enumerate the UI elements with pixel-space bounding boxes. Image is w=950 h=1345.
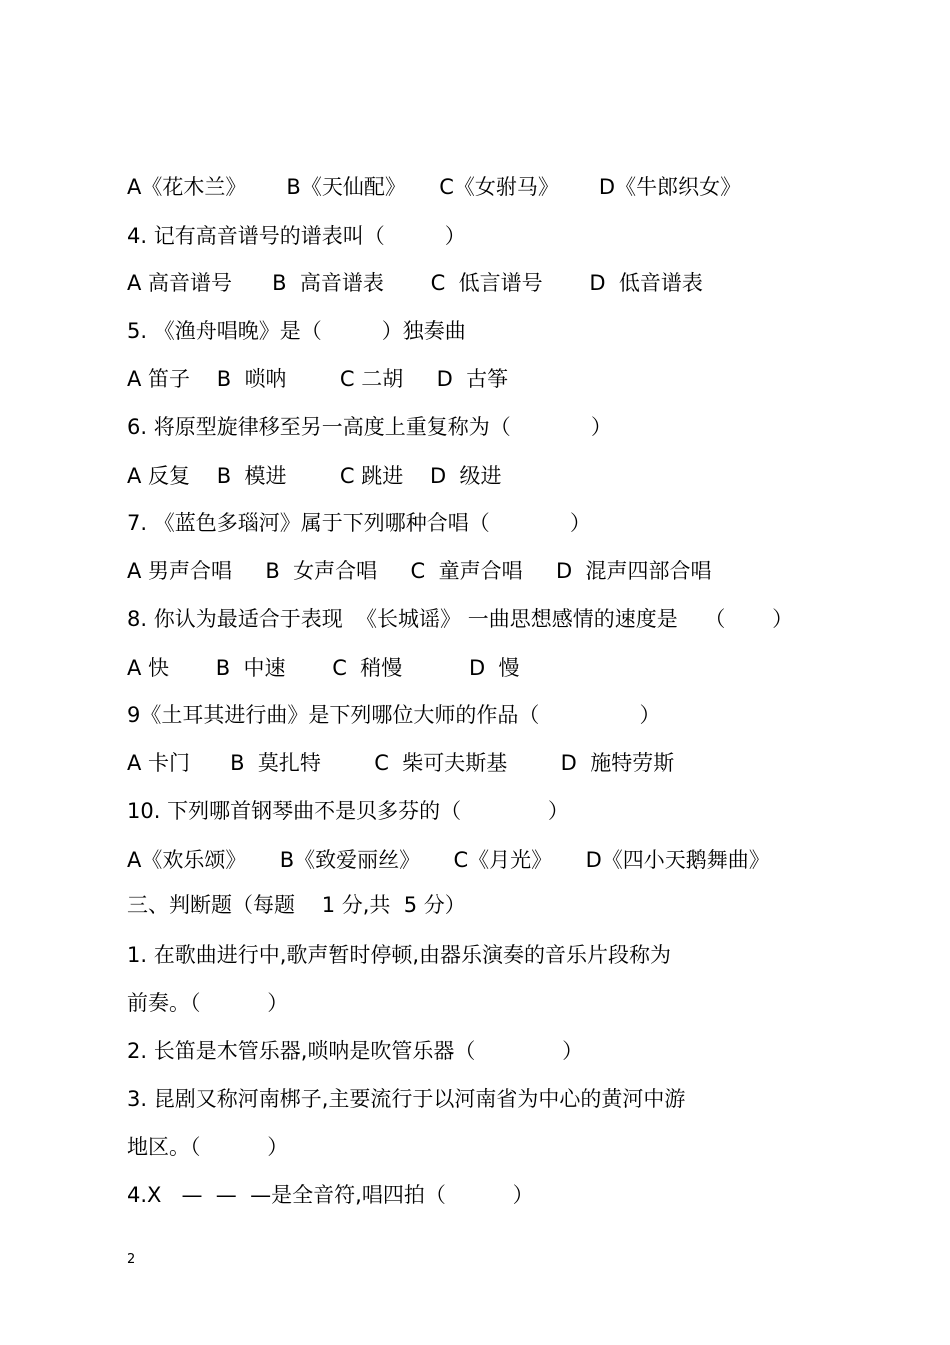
q3-options: A《花木兰》 B《天仙配》 C《女驸马》 D《牛郎织女》 xyxy=(127,175,742,199)
section-heading: 三、判断题（每题 1 分,共 5 分） xyxy=(127,893,466,917)
page-number: 2 xyxy=(127,1252,136,1267)
judgement-2: 2. 长笛是木管乐器,唢呐是吹管乐器（ ） xyxy=(127,1039,584,1063)
judgement-3-cont: 地区。（ ） xyxy=(127,1135,289,1159)
q10-options: A《欢乐颂》 B《致爱丽丝》 C《月光》 D《四小天鹅舞曲》 xyxy=(127,848,770,872)
question-10: 10. 下列哪首钢琴曲不是贝多芬的（ ） xyxy=(127,799,569,823)
q9-options: A 卡门 B 莫扎特 C 柴可夫斯基 D 施特劳斯 xyxy=(127,751,675,775)
question-4: 4. 记有高音谱号的谱表叫（ ） xyxy=(127,224,466,248)
judgement-1-cont: 前奏。（ ） xyxy=(127,991,289,1015)
q4-options: A 高音谱号 B 高音谱表 C 低言谱号 D 低音谱表 xyxy=(127,271,703,295)
question-8: 8. 你认为最适合于表现 《长城谣》 一曲思想感情的速度是 （ ） xyxy=(127,607,794,631)
question-5: 5. 《渔舟唱晚》是（ ）独奏曲 xyxy=(127,319,466,343)
question-9: 9《土耳其进行曲》是下列哪位大师的作品（ ） xyxy=(127,703,661,727)
q8-options: A 快 B 中速 C 稍慢 D 慢 xyxy=(127,656,520,680)
question-6: 6. 将原型旋律移至另一高度上重复称为（ ） xyxy=(127,415,612,439)
q5-options: A 笛子 B 唢呐 C 二胡 D 古筝 xyxy=(127,367,509,391)
judgement-1: 1. 在歌曲进行中,歌声暂时停顿,由器乐演奏的音乐片段称为 xyxy=(127,943,672,967)
q6-options: A 反复 B 模进 C 跳进 D 级进 xyxy=(127,464,502,488)
question-7: 7. 《蓝色多瑙河》属于下列哪种合唱（ ） xyxy=(127,511,591,535)
judgement-3: 3. 昆剧又称河南梆子,主要流行于以河南省为中心的黄河中游 xyxy=(127,1087,686,1111)
q7-options: A 男声合唱 B 女声合唱 C 童声合唱 D 混声四部合唱 xyxy=(127,559,712,583)
judgement-4: 4.X — — —是全音符,唱四拍（ ） xyxy=(127,1183,534,1207)
